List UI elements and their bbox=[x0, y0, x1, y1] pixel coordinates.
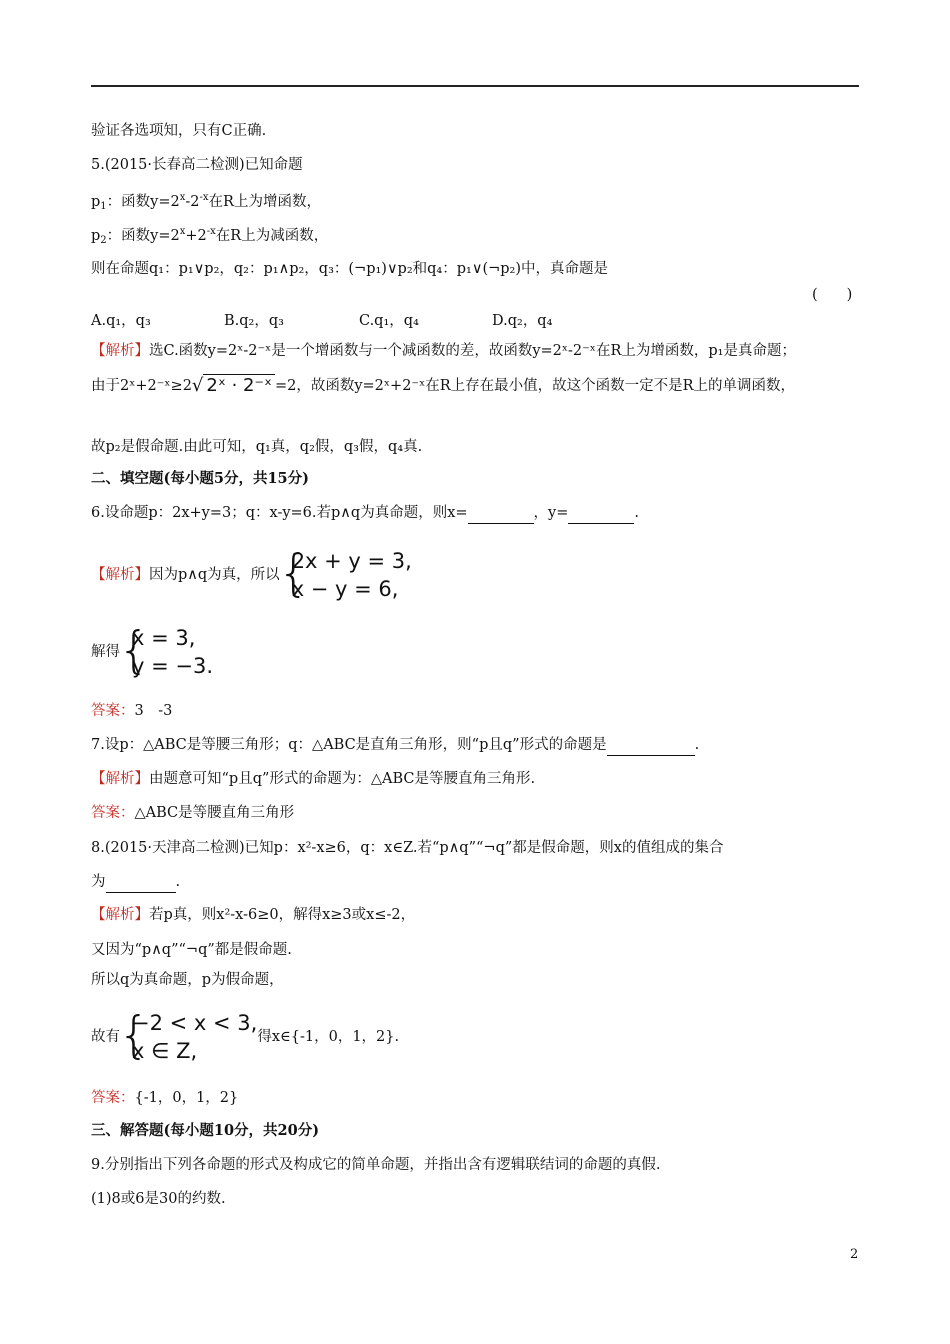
question-7: 7.设p：△ABC是等腰三角形；q：△ABC是直角三角形，则“p且q”形式的命题是 . bbox=[91, 735, 699, 756]
analysis-5-line3: 故p₂是假命题.由此可知，q₁真，q₂假，q₃假，q₄真. bbox=[91, 439, 423, 455]
blank-y bbox=[568, 503, 634, 524]
section-solutions: 三、解答题(每小题10分，共20分) bbox=[91, 1122, 320, 1139]
option-c: C.q₁，q₄ bbox=[359, 313, 419, 329]
analysis-8-line4: 故有 { −2 < x < 3, x ∈ Z, 得x∈{-1，0，1，2}. bbox=[91, 1006, 400, 1064]
sqrt-expression: √ 2ˣ · 2⁻ˣ bbox=[192, 376, 275, 396]
header-rule bbox=[91, 85, 859, 87]
option-b: B.q₂，q₃ bbox=[224, 313, 284, 329]
answer-label: 答案： bbox=[91, 805, 135, 821]
blank-8 bbox=[106, 872, 176, 893]
question-6: 6.设命题p：2x+y=3；q：x-y=6.若p∧q为真命题，则x= ，y= . bbox=[91, 503, 639, 524]
solution-6: 解得 { x = 3, y = −3. bbox=[91, 621, 214, 679]
answer-label: 答案： bbox=[91, 1090, 135, 1106]
answer-7: 答案：△ABC是等腰直角三角形 bbox=[91, 805, 295, 821]
section-fill-in: 二、填空题(每小题5分，共15分) bbox=[91, 470, 309, 487]
line-conclusion: 验证各选项知，只有C正确. bbox=[91, 123, 267, 139]
analysis-8-line1: 【解析】若p真，则x²-x-6≥0，解得x≥3或x≤-2， bbox=[91, 907, 416, 923]
question-9: 9.分别指出下列各命题的形式及构成它的简单命题，并指出含有逻辑联结词的命题的真假. bbox=[91, 1157, 661, 1173]
analysis-label: 【解析】 bbox=[91, 343, 149, 359]
answer-8: 答案：{-1，0，1，2} bbox=[91, 1090, 239, 1106]
analysis-8-line2: 又因为“p∧q”“¬q”都是假命题. bbox=[91, 942, 292, 958]
analysis-5-line2: 由于2ˣ+2⁻ˣ≥2√ 2ˣ · 2⁻ˣ =2，故函数y=2ˣ+2⁻ˣ在R上存在最小值，故这个函数一定不是R上的单调函数， bbox=[91, 375, 796, 396]
analysis-8-line3: 所以q为真命题，p为假命题， bbox=[91, 972, 284, 988]
solution-system-6: { x = 3, y = −3. bbox=[118, 621, 214, 679]
option-a: A.q₁，q₃ bbox=[91, 313, 151, 329]
blank-7 bbox=[607, 735, 695, 756]
analysis-label: 【解析】 bbox=[91, 771, 149, 787]
page-number: 2 bbox=[850, 1247, 859, 1262]
proposition-p2: $p_2$：函数$y=2^x+2^{-x}$在R上为减函数， bbox=[91, 226, 329, 246]
analysis-label: 【解析】 bbox=[91, 907, 149, 923]
question-5-stem: 5.(2015·长春高二检测)已知命题 bbox=[91, 157, 303, 173]
analysis-label: 【解析】 bbox=[91, 567, 149, 583]
blank-x bbox=[468, 503, 534, 524]
equation-system-6: { 2x + y = 3, x − y = 6, bbox=[277, 544, 412, 602]
question-8-line2: 为 . bbox=[91, 872, 180, 893]
analysis-5-line1: 【解析】选C.函数y=2ˣ-2⁻ˣ是一个增函数与一个减函数的差，故函数y=2ˣ-2⁻ˣ在R上为增函数，p₁是真命题； bbox=[91, 343, 796, 359]
inequality-system-8: { −2 < x < 3, x ∈ Z, bbox=[118, 1006, 258, 1064]
question-5-ask: 则在命题q₁：p₁∨p₂，q₂：p₁∧p₂，q₃：(¬p₁)∨p₂和q₄：p₁∨(¬p₂)中，真命题是 bbox=[91, 261, 609, 277]
question-8-line1: 8.(2015·天津高二检测)已知p：x²-x≥6，q：x∈Z.若“p∧q”“¬q”都是假命题，则x的值组成的集合 bbox=[91, 840, 724, 856]
analysis-7: 【解析】由题意可知“p且q”形式的命题为：△ABC是等腰直角三角形. bbox=[91, 771, 536, 787]
option-d: D.q₂，q₄ bbox=[492, 313, 553, 329]
answer-6: 答案：3 -3 bbox=[91, 703, 173, 719]
answer-label: 答案： bbox=[91, 703, 135, 719]
question-9-item-1: (1)8或6是30的约数. bbox=[91, 1191, 226, 1207]
analysis-6: 【解析】因为p∧q为真，所以 { 2x + y = 3, x − y = 6, bbox=[91, 544, 412, 602]
proposition-p1: $p_1$：函数$y=2^x-2^{-x}$在R上为增函数， bbox=[91, 192, 321, 212]
answer-paren: ( ) bbox=[812, 287, 853, 303]
